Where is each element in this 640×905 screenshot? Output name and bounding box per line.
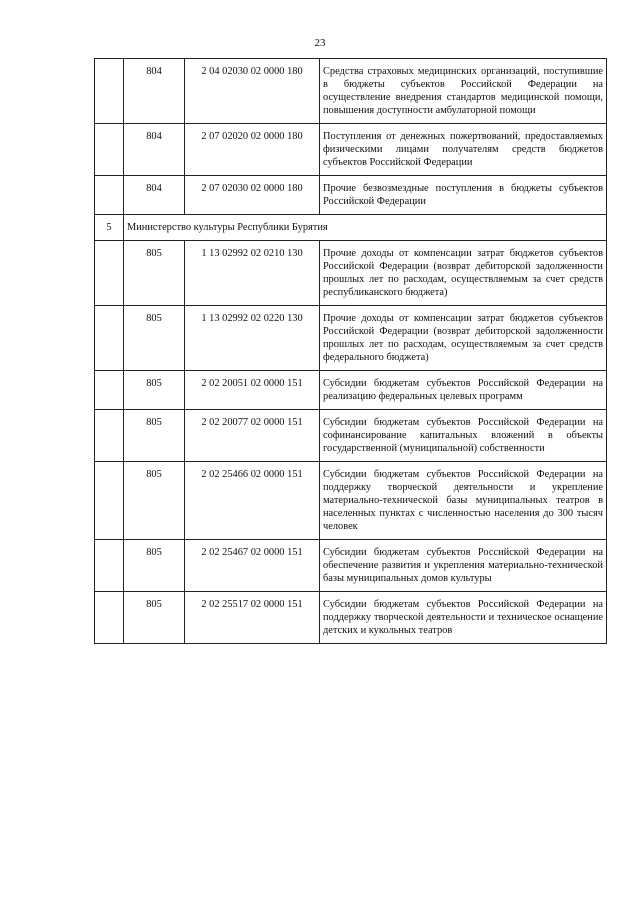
table-row	[95, 592, 607, 644]
revenue-name-cell: Субсидии бюджетам субъектов Российской Федерации на софинансирование капитальных вложений в объекты государственной (муниципальной) собственности	[320, 410, 607, 462]
table-row	[95, 241, 607, 306]
admin-code-cell: 805	[124, 241, 185, 306]
budget-classification-code-cell: 1 13 02992 02 0220 130	[185, 306, 320, 371]
row-number-cell	[95, 124, 124, 176]
budget-classification-code-cell: 2 02 25467 02 0000 151	[185, 540, 320, 592]
budget-revenue-table	[94, 58, 607, 644]
section-row	[95, 215, 607, 241]
section-title: Министерство культуры Республики Бурятия	[124, 215, 607, 241]
table-row	[95, 410, 607, 462]
row-number-cell	[95, 410, 124, 462]
row-number-cell	[95, 371, 124, 410]
table-row	[95, 176, 607, 215]
admin-code-cell: 805	[124, 410, 185, 462]
page-number: 23	[314, 37, 326, 49]
table-row	[95, 371, 607, 410]
admin-code-cell: 805	[124, 306, 185, 371]
revenue-name-cell: Прочие доходы от компенсации затрат бюджетов субъектов Российской Федерации (возврат дебиторской задолженности прошлых лет по расходам, осуществляемым за счет средств федерального бюджета)	[320, 306, 607, 371]
table-body	[95, 59, 607, 644]
budget-classification-code-cell: 2 02 20077 02 0000 151	[185, 410, 320, 462]
row-number-cell	[95, 462, 124, 540]
revenue-name-cell: Субсидии бюджетам субъектов Российской Федерации на обеспечение развития и укрепления материально-технической базы муниципальных домов культуры	[320, 540, 607, 592]
row-number-cell	[95, 241, 124, 306]
budget-classification-code-cell: 2 04 02030 02 0000 180	[185, 59, 320, 124]
table-row	[95, 59, 607, 124]
row-number-cell	[95, 176, 124, 215]
budget-classification-code-cell: 2 07 02020 02 0000 180	[185, 124, 320, 176]
revenue-name-cell: Средства страховых медицинских организаций, поступившие в бюджеты субъектов Российской Федерации на осуществление внедрения стандартов медицинской помощи, повышения доступности амбулаторной помощи	[320, 59, 607, 124]
budget-classification-code-cell: 2 02 25517 02 0000 151	[185, 592, 320, 644]
table-row	[95, 540, 607, 592]
revenue-name-cell: Поступления от денежных пожертвований, предоставляемых физическими лицами получателям средств бюджетов субъектов Российской Федерации	[320, 124, 607, 176]
revenue-name-cell: Субсидии бюджетам субъектов Российской Федерации на поддержку творческой деятельности и техническое оснащение детских и кукольных театров	[320, 592, 607, 644]
admin-code-cell: 804	[124, 59, 185, 124]
revenue-name-cell: Прочие безвозмездные поступления в бюджеты субъектов Российской Федерации	[320, 176, 607, 215]
admin-code-cell: 805	[124, 540, 185, 592]
admin-code-cell: 805	[124, 462, 185, 540]
admin-code-cell: 804	[124, 124, 185, 176]
table-row	[95, 124, 607, 176]
revenue-name-cell: Субсидии бюджетам субъектов Российской Федерации на поддержку творческой деятельности и укрепление материально-технической базы муниципальных театров в населенных пунктах с численностью населения до 300 тысяч человек	[320, 462, 607, 540]
table-row	[95, 306, 607, 371]
admin-code-cell: 805	[124, 592, 185, 644]
revenue-name-cell: Субсидии бюджетам субъектов Российской Федерации на реализацию федеральных целевых программ	[320, 371, 607, 410]
section-number: 5	[95, 215, 124, 241]
table-row	[95, 462, 607, 540]
budget-classification-code-cell: 2 02 25466 02 0000 151	[185, 462, 320, 540]
budget-classification-code-cell: 2 07 02030 02 0000 180	[185, 176, 320, 215]
budget-classification-code-cell: 1 13 02992 02 0210 130	[185, 241, 320, 306]
row-number-cell	[95, 592, 124, 644]
row-number-cell	[95, 306, 124, 371]
row-number-cell	[95, 540, 124, 592]
admin-code-cell: 805	[124, 371, 185, 410]
admin-code-cell: 804	[124, 176, 185, 215]
row-number-cell	[95, 59, 124, 124]
revenue-name-cell: Прочие доходы от компенсации затрат бюджетов субъектов Российской Федерации (возврат дебиторской задолженности прошлых лет по расходам, осуществляемым за счет средств республиканского бюджета)	[320, 241, 607, 306]
budget-classification-code-cell: 2 02 20051 02 0000 151	[185, 371, 320, 410]
